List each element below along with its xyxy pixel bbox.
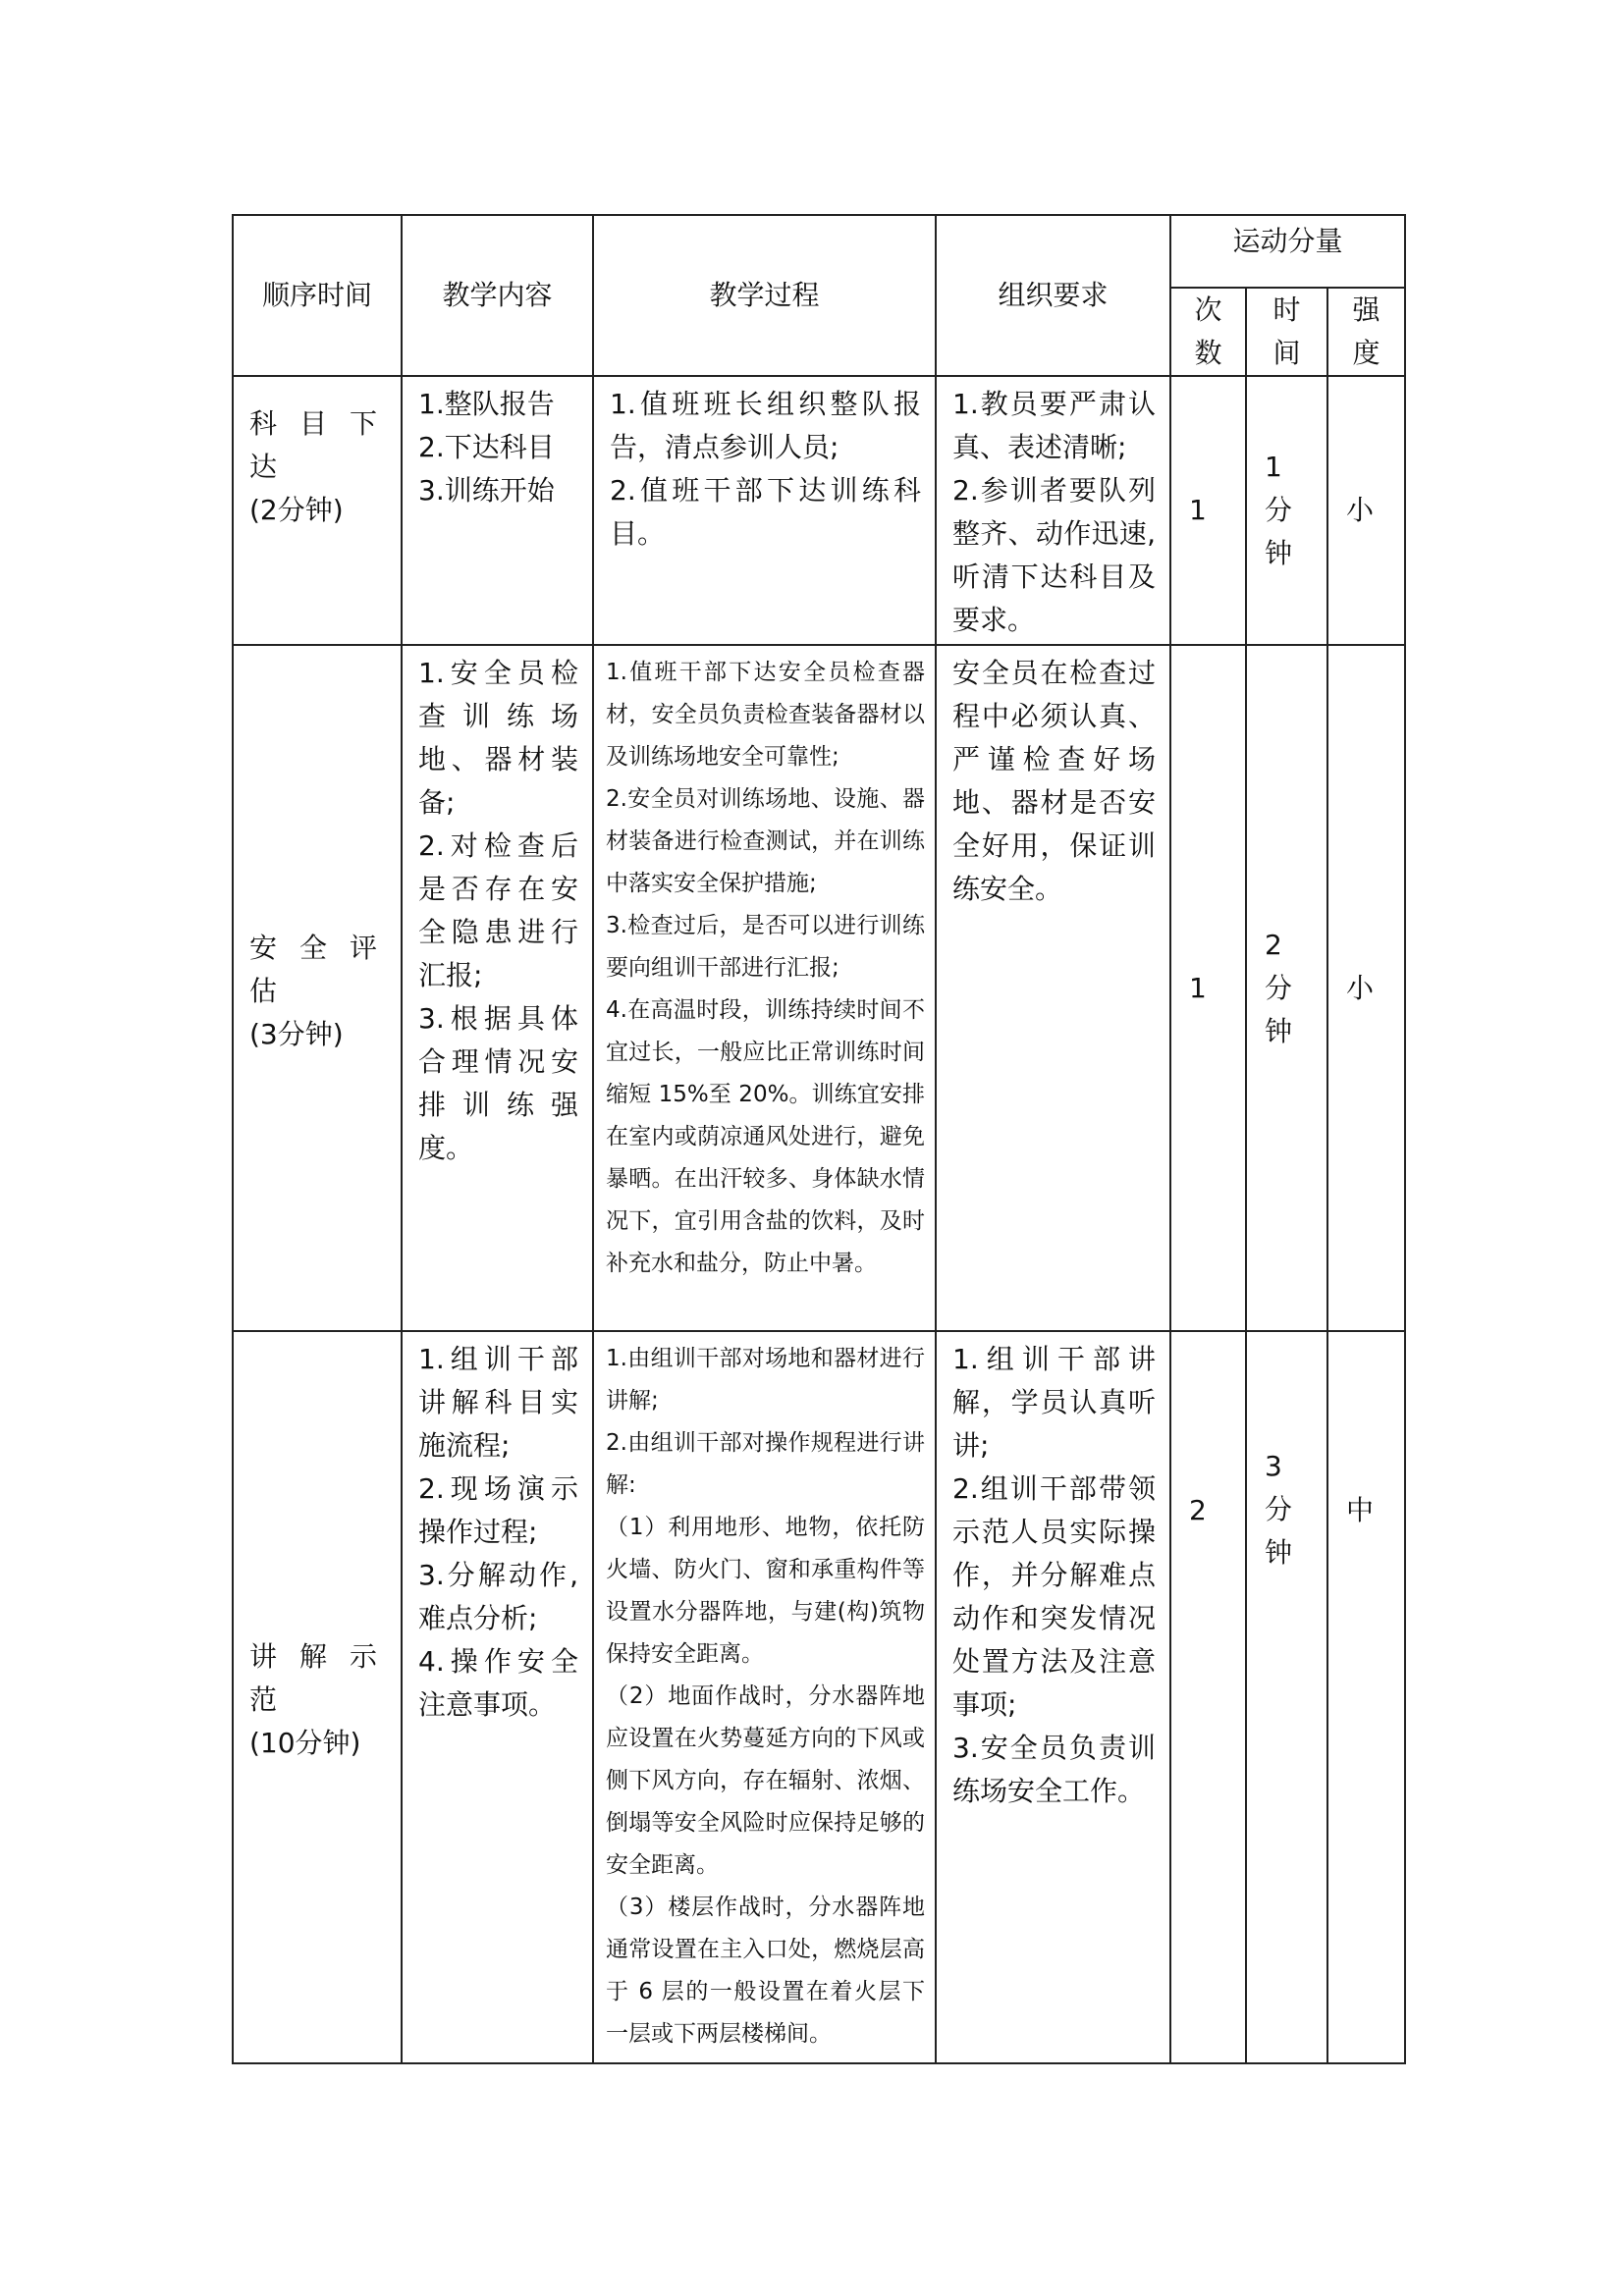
process-item: （1）利用地形、地物，依托防火墙、防火门、窗和承重构件等设置水分器阵地，与建(构)筑物保持安全距离。 bbox=[606, 1515, 925, 1667]
process-item: （3）楼层作战时，分水器阵地通常设置在主入口处，燃烧层高于 6 层的一般设置在着火层下一层或下两层楼梯间。 bbox=[606, 1895, 925, 2047]
process-item: 3.检查过后，是否可以进行训练要向组训干部进行汇报; bbox=[606, 913, 925, 981]
content-cell bbox=[402, 376, 593, 645]
row-title: 科目下达 bbox=[249, 407, 387, 483]
process-item: 1.值班班长组织整队报告，清点参训人员; bbox=[610, 388, 921, 463]
header-requirements: 组织要求 bbox=[936, 215, 1170, 376]
process-item: 1.由组训干部对场地和器材进行讲解; bbox=[606, 1346, 925, 1414]
content-item: 4.操作安全注意事项。 bbox=[418, 1645, 578, 1721]
row-duration: (10分钟) bbox=[249, 1727, 361, 1759]
content-item: 3.分解动作,难点分析; bbox=[418, 1559, 578, 1634]
requirements-cell bbox=[936, 645, 1170, 1331]
table-row bbox=[233, 645, 1405, 1331]
content-item: 3.训练开始 bbox=[418, 474, 555, 507]
requirement-item: 1.教员要严肃认真、表述清晰; bbox=[952, 388, 1156, 463]
process-cell bbox=[593, 376, 936, 645]
process-cell bbox=[593, 645, 936, 1331]
table-row bbox=[233, 376, 1405, 645]
requirement-item: 1.组训干部讲解，学员认真听讲; bbox=[952, 1343, 1156, 1462]
header-content: 教学内容 bbox=[402, 215, 593, 376]
order-time-cell bbox=[233, 376, 402, 645]
header-load: 运动分量 bbox=[1170, 215, 1405, 288]
process-item: （2）地面作战时，分水器阵地应设置在火势蔓延方向的下风或侧下风方向，存在辐射、浓烟、倒塌等安全风险时应保持足够的安全距离。 bbox=[606, 1683, 925, 1878]
header-count bbox=[1170, 288, 1246, 376]
process-item: 2.安全员对训练场地、设施、器材装备进行检查测试，并在训练中落实安全保护措施; bbox=[606, 786, 925, 896]
requirements-cell bbox=[936, 376, 1170, 645]
requirement-item: 2.组训干部带领示范人员实际操作，并分解难点动作和突发情况处置方法及注意事项; bbox=[952, 1472, 1156, 1721]
time-cell bbox=[1246, 376, 1327, 645]
training-plan-table bbox=[232, 214, 1406, 2064]
content-cell bbox=[402, 645, 593, 1331]
content-item: 3.根据具体合理情况安排训练强度。 bbox=[418, 1002, 578, 1164]
content-item: 2.下达科目 bbox=[418, 431, 555, 463]
count-cell: 1 bbox=[1170, 645, 1246, 1331]
content-item: 1.整队报告 bbox=[418, 388, 555, 420]
content-item: 1.组训干部讲解科目实施流程; bbox=[418, 1343, 578, 1462]
requirement-item: 3.安全员负责训练场安全工作。 bbox=[952, 1732, 1156, 1807]
content-cell bbox=[402, 1331, 593, 2063]
count-cell: 2 bbox=[1170, 1331, 1246, 2063]
order-time-cell bbox=[233, 645, 402, 1331]
row-duration: (2分钟) bbox=[249, 494, 344, 526]
header-order-time: 顺序时间 bbox=[233, 215, 402, 376]
header-process: 教学过程 bbox=[593, 215, 936, 376]
header-time-label: 时间 bbox=[1272, 294, 1301, 369]
table-row bbox=[233, 1331, 1405, 2063]
row-title: 讲解示范 bbox=[249, 1640, 387, 1716]
intensity-cell: 小 bbox=[1327, 645, 1405, 1331]
time-cell bbox=[1246, 1331, 1327, 2063]
process-item: 2.由组训干部对操作规程进行讲解: bbox=[606, 1430, 925, 1498]
content-item: 2.对检查后是否存在安全隐患进行汇报; bbox=[418, 829, 578, 991]
intensity-cell: 中 bbox=[1327, 1331, 1405, 2063]
header-intensity bbox=[1327, 288, 1405, 376]
row-duration: (3分钟) bbox=[249, 1017, 344, 1050]
content-item: 1.安全员检查训练场地、器材装备; bbox=[418, 657, 578, 819]
requirement-item: 2.参训者要队列整齐、动作迅速,听清下达科目及要求。 bbox=[952, 474, 1156, 636]
header-count-label: 次数 bbox=[1194, 294, 1222, 369]
row-title: 安全评估 bbox=[249, 931, 387, 1007]
header-intensity-label: 强度 bbox=[1352, 294, 1380, 369]
time-value: 3分钟 bbox=[1265, 1450, 1293, 1569]
process-cell bbox=[593, 1331, 936, 2063]
time-cell bbox=[1246, 645, 1327, 1331]
requirements-cell bbox=[936, 1331, 1170, 2063]
content-item: 2.现场演示操作过程; bbox=[418, 1472, 578, 1548]
requirement-item: 安全员在检查过程中必须认真、严谨检查好场地、器材是否安全好用，保证训练安全。 bbox=[952, 657, 1156, 905]
order-time-cell bbox=[233, 1331, 402, 2063]
time-value: 1分钟 bbox=[1265, 451, 1293, 569]
count-cell: 1 bbox=[1170, 376, 1246, 645]
process-item: 2.值班干部下达训练科目。 bbox=[610, 474, 921, 550]
intensity-cell: 小 bbox=[1327, 376, 1405, 645]
process-item: 4.在高温时段，训练持续时间不宜过长，一般应比正常训练时间缩短 15%至 20%。训练宜安排在室内或荫凉通风处进行，避免暴晒。在出汗较多、身体缺水情况下，宜引用含盐的饮料，及时补充水和盐分，防止中暑。 bbox=[606, 997, 925, 1276]
process-item: 1.值班干部下达安全员检查器材，安全员负责检查装备器材以及训练场地安全可靠性; bbox=[606, 660, 925, 770]
time-value: 2分钟 bbox=[1265, 928, 1293, 1047]
header-time bbox=[1246, 288, 1327, 376]
